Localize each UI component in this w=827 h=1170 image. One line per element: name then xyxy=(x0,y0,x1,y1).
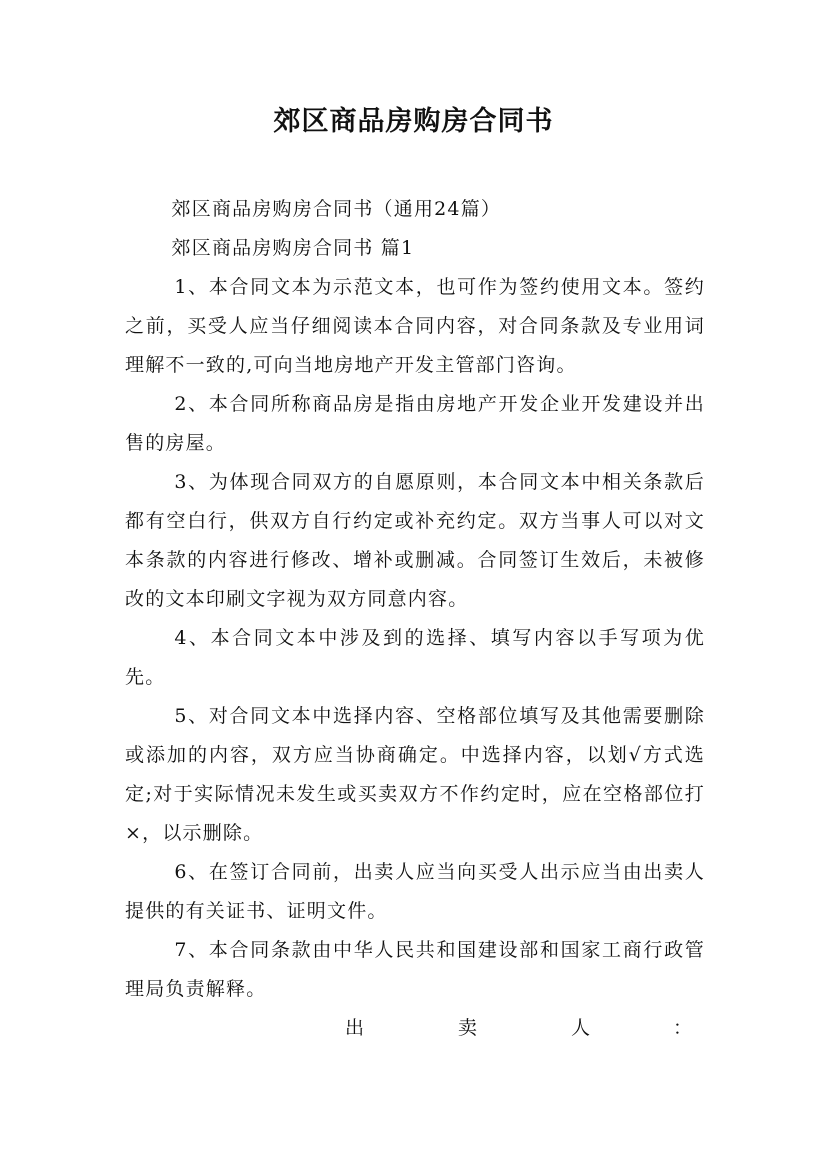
seller-signature-line xyxy=(345,1009,695,1048)
seller-label-char-2: 卖 xyxy=(458,1017,478,1039)
clause-2: 2、本合同所称商品房是指由房地产开发企业开发建设并出售的房屋。 xyxy=(125,393,705,454)
clause-6: 6、在签订合同前，出卖人应当向买受人出示应当由出卖人提供的有关证书、证明文件。 xyxy=(125,861,705,922)
clause-1: 1、本合同文本为示范文本，也可作为签约使用文本。签约之前，买受人应当仔细阅读本合同内容，对合同条款及专业用词理解不一致的,可向当地房地产开发主管部门咨询。 xyxy=(125,276,705,376)
seller-label-colon: ： xyxy=(673,1017,693,1039)
document-body xyxy=(125,190,705,1009)
section-heading: 郊区商品房购房合同书 篇1 xyxy=(171,237,415,259)
seller-label-char-1: 出 xyxy=(345,1017,365,1039)
document-title: 郊区商品房购房合同书 xyxy=(273,106,554,137)
clause-5: 5、对合同文本中选择内容、空格部位填写及其他需要删除或添加的内容，双方应当协商确定。中选择内容，以划√方式选定;对于实际情况未发生或买卖双方不作约定时，应在空格部位打×，以示删除。 xyxy=(125,705,705,844)
seller-label-char-3: 人 xyxy=(571,1017,591,1039)
clause-4: 4、本合同文本中涉及到的选择、填写内容以手写项为优先。 xyxy=(125,627,705,688)
clause-7: 7、本合同条款由中华人民共和国建设部和国家工商行政管理局负责解释。 xyxy=(125,939,705,1000)
clause-3: 3、为体现合同双方的自愿原则，本合同文本中相关条款后都有空白行，供双方自行约定或补充约定。双方当事人可以对文本条款的内容进行修改、增补或删减。合同签订生效后，未被修改的文本印刷文字视为双方同意内容。 xyxy=(125,471,705,610)
document-subtitle: 郊区商品房购房合同书（通用24篇） xyxy=(171,198,502,220)
